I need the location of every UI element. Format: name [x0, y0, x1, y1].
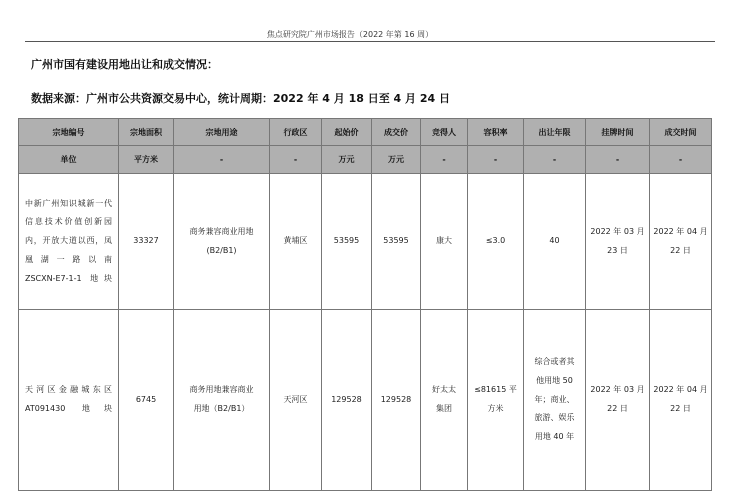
- unit-cell: -: [468, 146, 524, 174]
- district-cell: 天河区: [270, 310, 322, 491]
- unit-cell: -: [174, 146, 270, 174]
- start-price-cell: 129528: [322, 310, 372, 491]
- column-header: 容积率: [468, 119, 524, 146]
- column-header: 成交时间: [650, 119, 712, 146]
- unit-cell: 万元: [322, 146, 372, 174]
- unit-cell: -: [524, 146, 586, 174]
- column-header: 宗地面积: [119, 119, 174, 146]
- listing-time-cell: 2022 年 03 月 23 日: [586, 174, 650, 310]
- winner-cell: 康大: [421, 174, 468, 310]
- column-header: 起始价: [322, 119, 372, 146]
- listing-time-cell: 2022 年 03 月 22 日: [586, 310, 650, 491]
- column-header: 成交价: [372, 119, 421, 146]
- table-row: [19, 310, 712, 491]
- data-source-line: 数据来源：广州市公共资源交易中心，统计周期：2022 年 4 月 18 日至 4 月 24 日: [31, 92, 451, 105]
- usage-cell: 商务兼容商业用地 (B2/B1): [174, 174, 270, 310]
- column-header: 宗地用途: [174, 119, 270, 146]
- deal-price-cell: 53595: [372, 174, 421, 310]
- report-header-title: 焦点研究院广州市场报告（2022 年第 16 周）: [266, 30, 434, 39]
- land-transaction-table: [18, 118, 712, 491]
- unit-cell: -: [270, 146, 322, 174]
- table-unit-row: [19, 146, 712, 174]
- unit-cell: -: [650, 146, 712, 174]
- deal-price-cell: 129528: [372, 310, 421, 491]
- table-header-row: [19, 119, 712, 146]
- area-cell: 6745: [119, 310, 174, 491]
- column-header: 竞得人: [421, 119, 468, 146]
- unit-cell: -: [421, 146, 468, 174]
- column-header: 出让年限: [524, 119, 586, 146]
- term-cell: 40: [524, 174, 586, 310]
- table-row: [19, 174, 712, 310]
- area-cell: 33327: [119, 174, 174, 310]
- term-cell: 综合或者其 他用地 50 年；商业、 旅游、娱乐 用地 40 年: [524, 310, 586, 491]
- deal-time-cell: 2022 年 04 月 22 日: [650, 310, 712, 491]
- deal-time-cell: 2022 年 04 月 22 日: [650, 174, 712, 310]
- unit-cell: 万元: [372, 146, 421, 174]
- unit-cell: 平方米: [119, 146, 174, 174]
- usage-cell: 商务用地兼容商业 用地（B2/B1）: [174, 310, 270, 491]
- column-header: 挂牌时间: [586, 119, 650, 146]
- column-header: 宗地编号: [19, 119, 119, 146]
- unit-cell: -: [586, 146, 650, 174]
- start-price-cell: 53595: [322, 174, 372, 310]
- plot-ratio-cell: ≤81615 平 方米: [468, 310, 524, 491]
- winner-cell: 好太太 集团: [421, 310, 468, 491]
- parcel-id-cell: 中新广州知识城新一代 信息技术价值创新园 内，开放大道以西，凤 凰湖一路以南 ZSCXN-E7-1-1 地块: [19, 174, 119, 310]
- plot-ratio-cell: ≤3.0: [468, 174, 524, 310]
- section-title: 广州市国有建设用地出让和成交情况：: [31, 58, 218, 71]
- district-cell: 黄埔区: [270, 174, 322, 310]
- header-divider: [25, 41, 715, 42]
- column-header: 行政区: [270, 119, 322, 146]
- parcel-id-cell: 天河区金融城东区 AT091430 地块: [19, 310, 119, 491]
- unit-cell: 单位: [19, 146, 119, 174]
